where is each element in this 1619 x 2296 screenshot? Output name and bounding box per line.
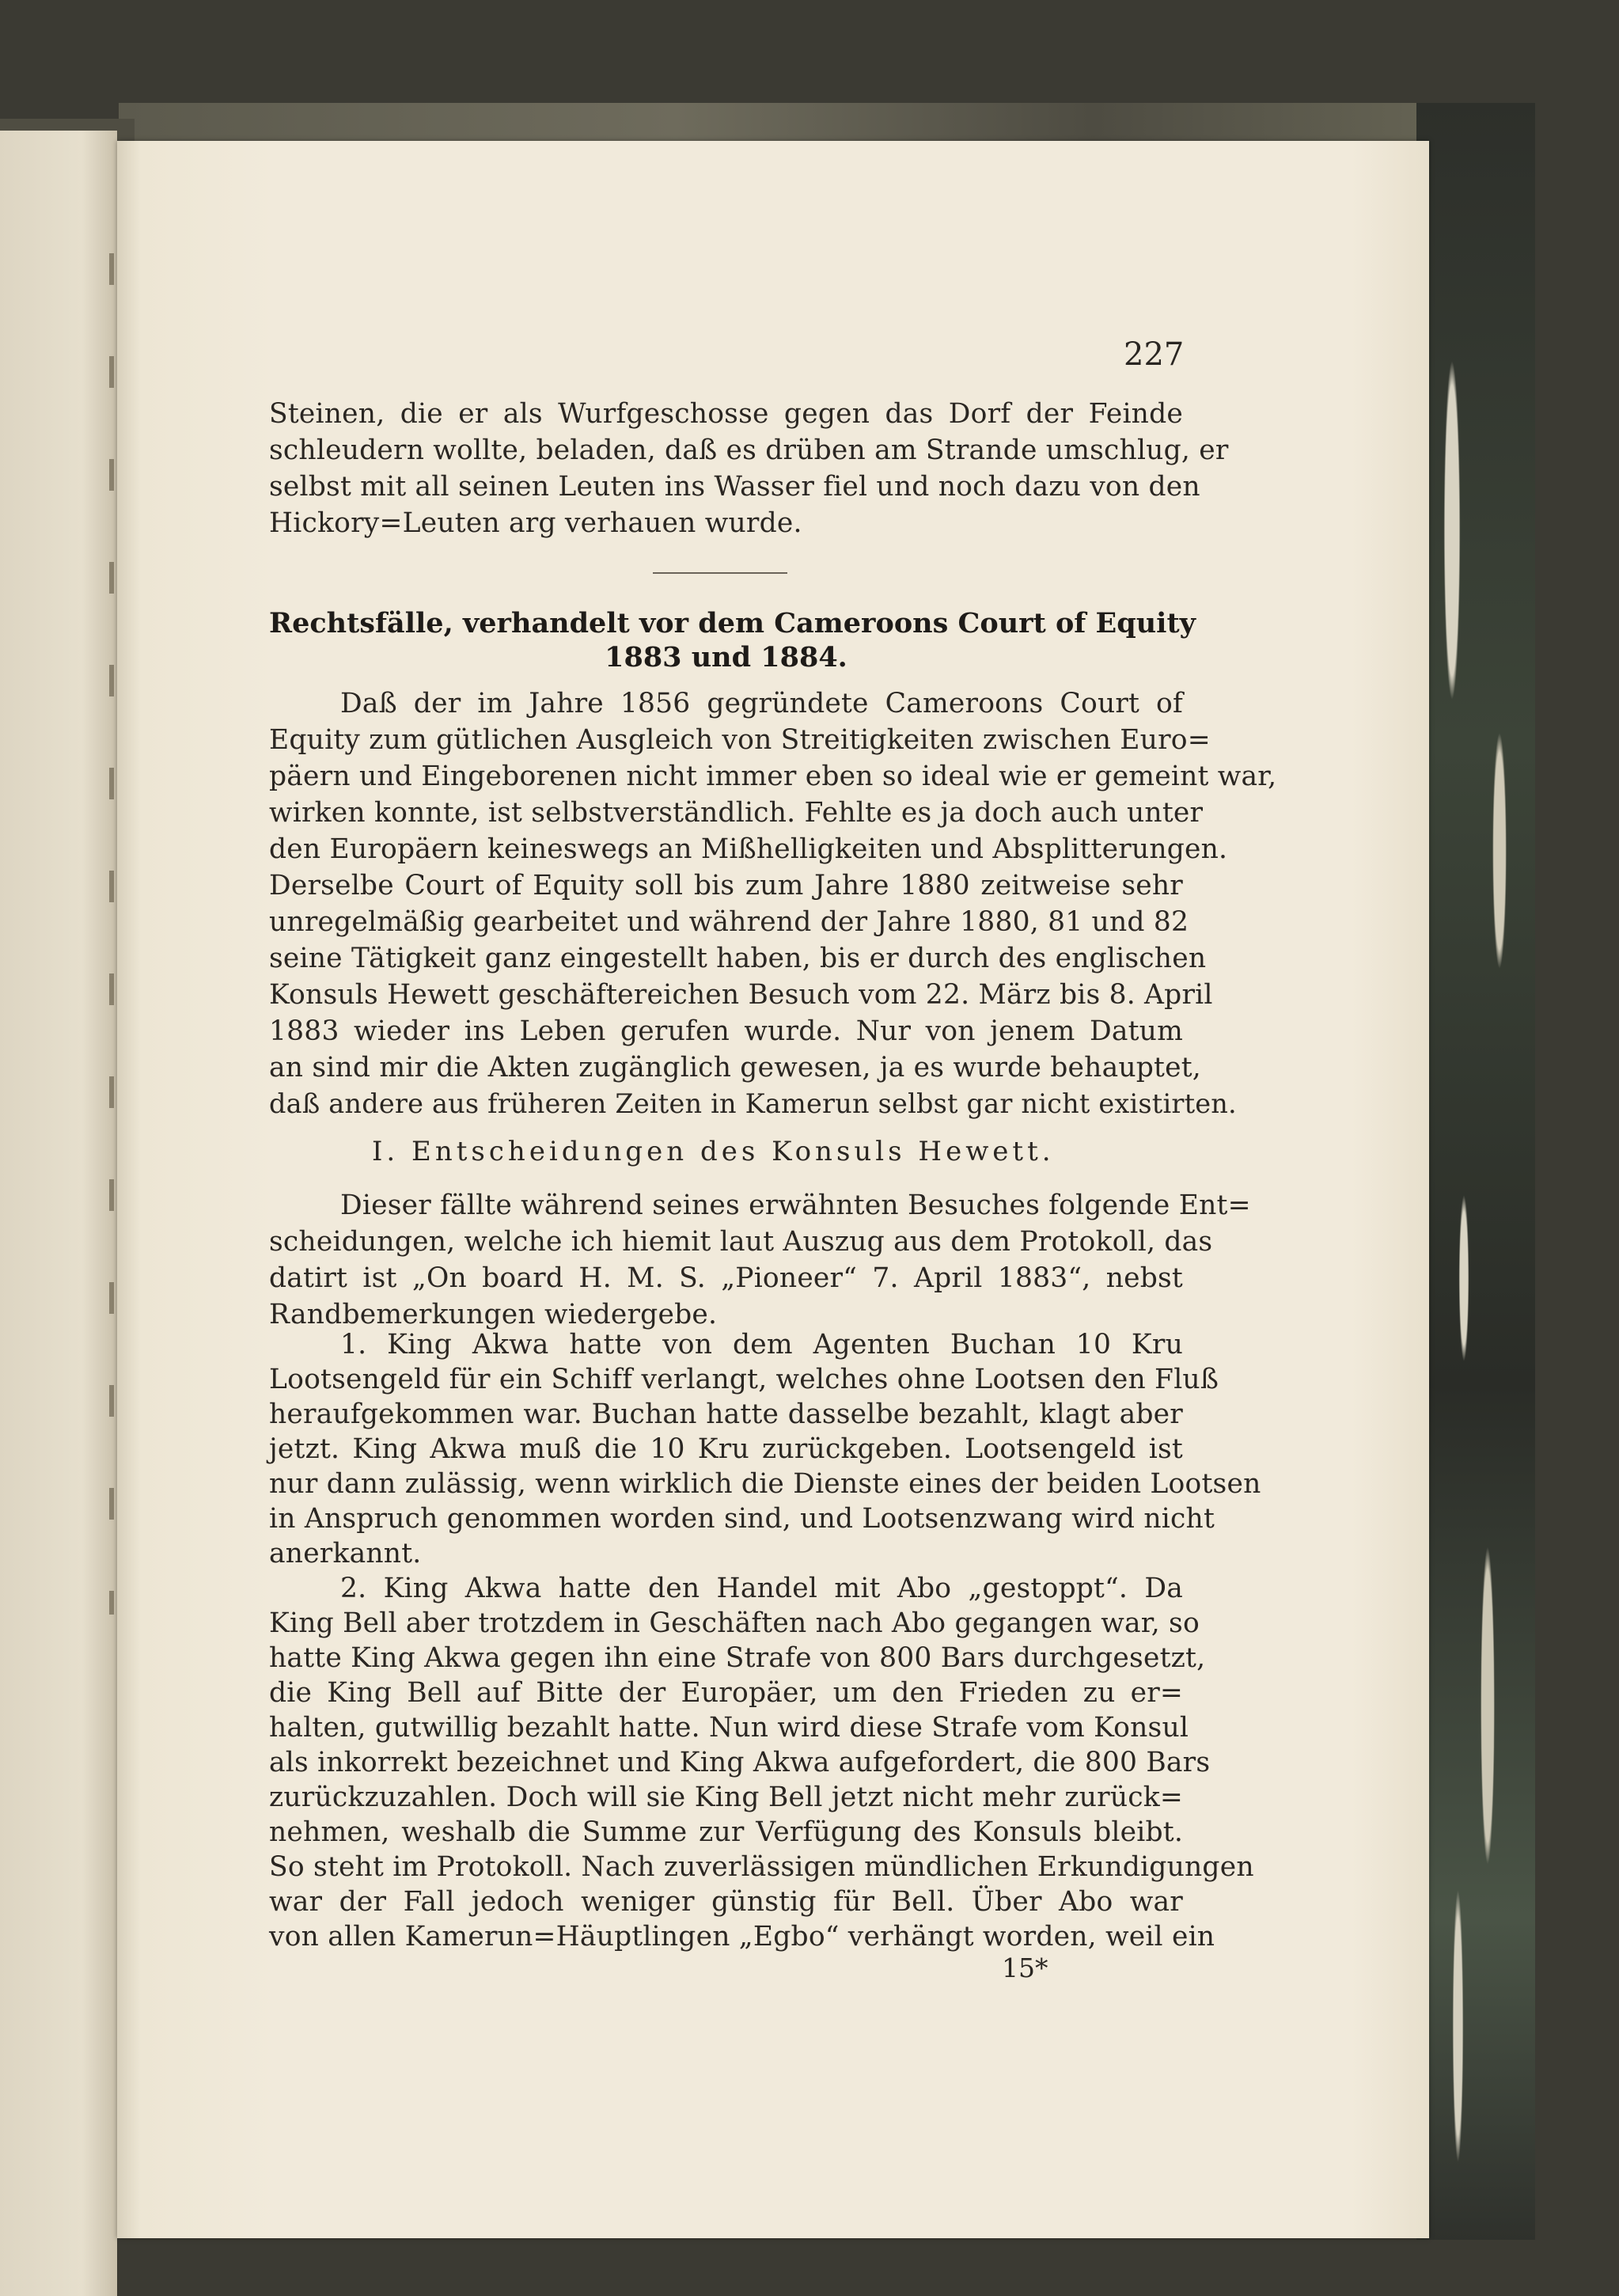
- text-line: Derselbe Court of Equity soll bis zum Jahre 1880 zeitweise sehr: [269, 870, 1183, 901]
- text-line: den Europäern keineswegs an Mißhelligkeiten und Absplitterungen.: [269, 833, 1228, 865]
- text-line: datirt ist „On board H. M. S. „Pioneer“ 7. April 1883“, nebst: [269, 1262, 1183, 1294]
- text-line: Hickory=Leuten arg verhauen wurde.: [269, 507, 802, 539]
- text-line: heraufgekommen war. Buchan hatte dasselbe bezahlt, klagt aber: [269, 1398, 1183, 1430]
- left-page-edge: [0, 131, 117, 2296]
- text-line: von allen Kamerun=Häuptlingen „Egbo“ verhängt worden, weil ein: [269, 1921, 1215, 1953]
- text-line: Lootsengeld für ein Schiff verlangt, welches ohne Lootsen den Fluß: [269, 1364, 1219, 1395]
- text-line: Equity zum gütlichen Ausgleich von Streitigkeiten zwischen Euro=: [269, 724, 1211, 756]
- text-line: Randbemerkungen wiedergebe.: [269, 1299, 718, 1330]
- text-line: schleudern wollte, beladen, daß es drüben am Strande umschlug, er: [269, 435, 1229, 466]
- text-line: seine Tätigkeit ganz eingestellt haben, bis er durch des englischen: [269, 943, 1207, 974]
- text-line: päern und Eingeborenen nicht immer eben so ideal wie er gemeint war,: [269, 761, 1277, 792]
- section-divider: [653, 572, 787, 574]
- text-line: daß andere aus früheren Zeiten in Kamerun selbst gar nicht existirten.: [269, 1088, 1237, 1119]
- text-line: nur dann zulässig, wenn wirklich die Dienste eines der beiden Lootsen: [269, 1468, 1261, 1500]
- text-line: an sind mir die Akten zugänglich gewesen, ja es wurde behauptet,: [269, 1052, 1201, 1083]
- text-line: King Bell aber trotzdem in Geschäften nach Abo gegangen war, so: [269, 1607, 1200, 1639]
- text-line: anerkannt.: [269, 1538, 422, 1569]
- text-line: 1. King Akwa hatte von dem Agenten Buchan 10 Kru: [340, 1329, 1183, 1361]
- text-line: als inkorrekt bezeichnet und King Akwa aufgefordert, die 800 Bars: [269, 1747, 1211, 1778]
- text-line: Steinen, die er als Wurfgeschosse gegen das Dorf der Feinde: [269, 398, 1183, 430]
- article-heading: Rechtsfälle, verhandelt vor dem Cameroons Court of Equity: [269, 607, 1196, 639]
- text-line: 2. King Akwa hatte den Handel mit Abo „gestoppt“. Da: [340, 1573, 1183, 1604]
- text-line: die King Bell auf Bitte der Europäer, um den Frieden zu er=: [269, 1677, 1183, 1709]
- text-line: hatte King Akwa gegen ihn eine Strafe von 800 Bars durchgesetzt,: [269, 1642, 1206, 1674]
- text-line: unregelmäßig gearbeitet und während der Jahre 1880, 81 und 82: [269, 906, 1189, 938]
- text-line: scheidungen, welche ich hiemit laut Auszug aus dem Protokoll, das: [269, 1226, 1213, 1258]
- section-title: I. Entscheidungen des Konsuls Hewett.: [372, 1136, 1055, 1167]
- text-line: halten, gutwillig bezahlt hatte. Nun wird diese Strafe vom Konsul: [269, 1712, 1189, 1744]
- text-line: Konsuls Hewett geschäftereichen Besuch vom 22. März bis 8. April: [269, 979, 1213, 1011]
- page-number: 227: [1124, 336, 1185, 373]
- text-line: zurückzuzahlen. Doch will sie King Bell jetzt nicht mehr zurück=: [269, 1782, 1183, 1813]
- article-heading-years: 1883 und 1884.: [605, 641, 847, 674]
- text-line: So steht im Protokoll. Nach zuverlässigen mündlichen Erkundigungen: [269, 1851, 1254, 1883]
- printer-signature-mark: 15*: [1002, 1953, 1048, 1983]
- text-line: war der Fall jedoch weniger günstig für Bell. Über Abo war: [269, 1886, 1183, 1918]
- text-line: Daß der im Jahre 1856 gegründete Cameroons Court of: [340, 688, 1183, 719]
- text-line: Dieser fällte während seines erwähnten Besuches folgende Ent=: [340, 1190, 1251, 1221]
- text-line: in Anspruch genommen worden sind, und Lootsenzwang wird nicht: [269, 1503, 1215, 1535]
- text-line: 1883 wieder ins Leben gerufen wurde. Nur von jenem Datum: [269, 1015, 1183, 1047]
- text-line: jetzt. King Akwa muß die 10 Kru zurückgeben. Lootsengeld ist: [269, 1433, 1183, 1465]
- binding-stitches: [109, 253, 114, 1615]
- text-line: nehmen, weshalb die Summe zur Verfügung des Konsuls bleibt.: [269, 1816, 1183, 1848]
- text-line: wirken konnte, ist selbstverständlich. Fehlte es ja doch auch unter: [269, 797, 1204, 829]
- marbled-cover-edge: [1416, 103, 1535, 2240]
- text-line: selbst mit all seinen Leuten ins Wasser fiel und noch dazu von den: [269, 471, 1200, 503]
